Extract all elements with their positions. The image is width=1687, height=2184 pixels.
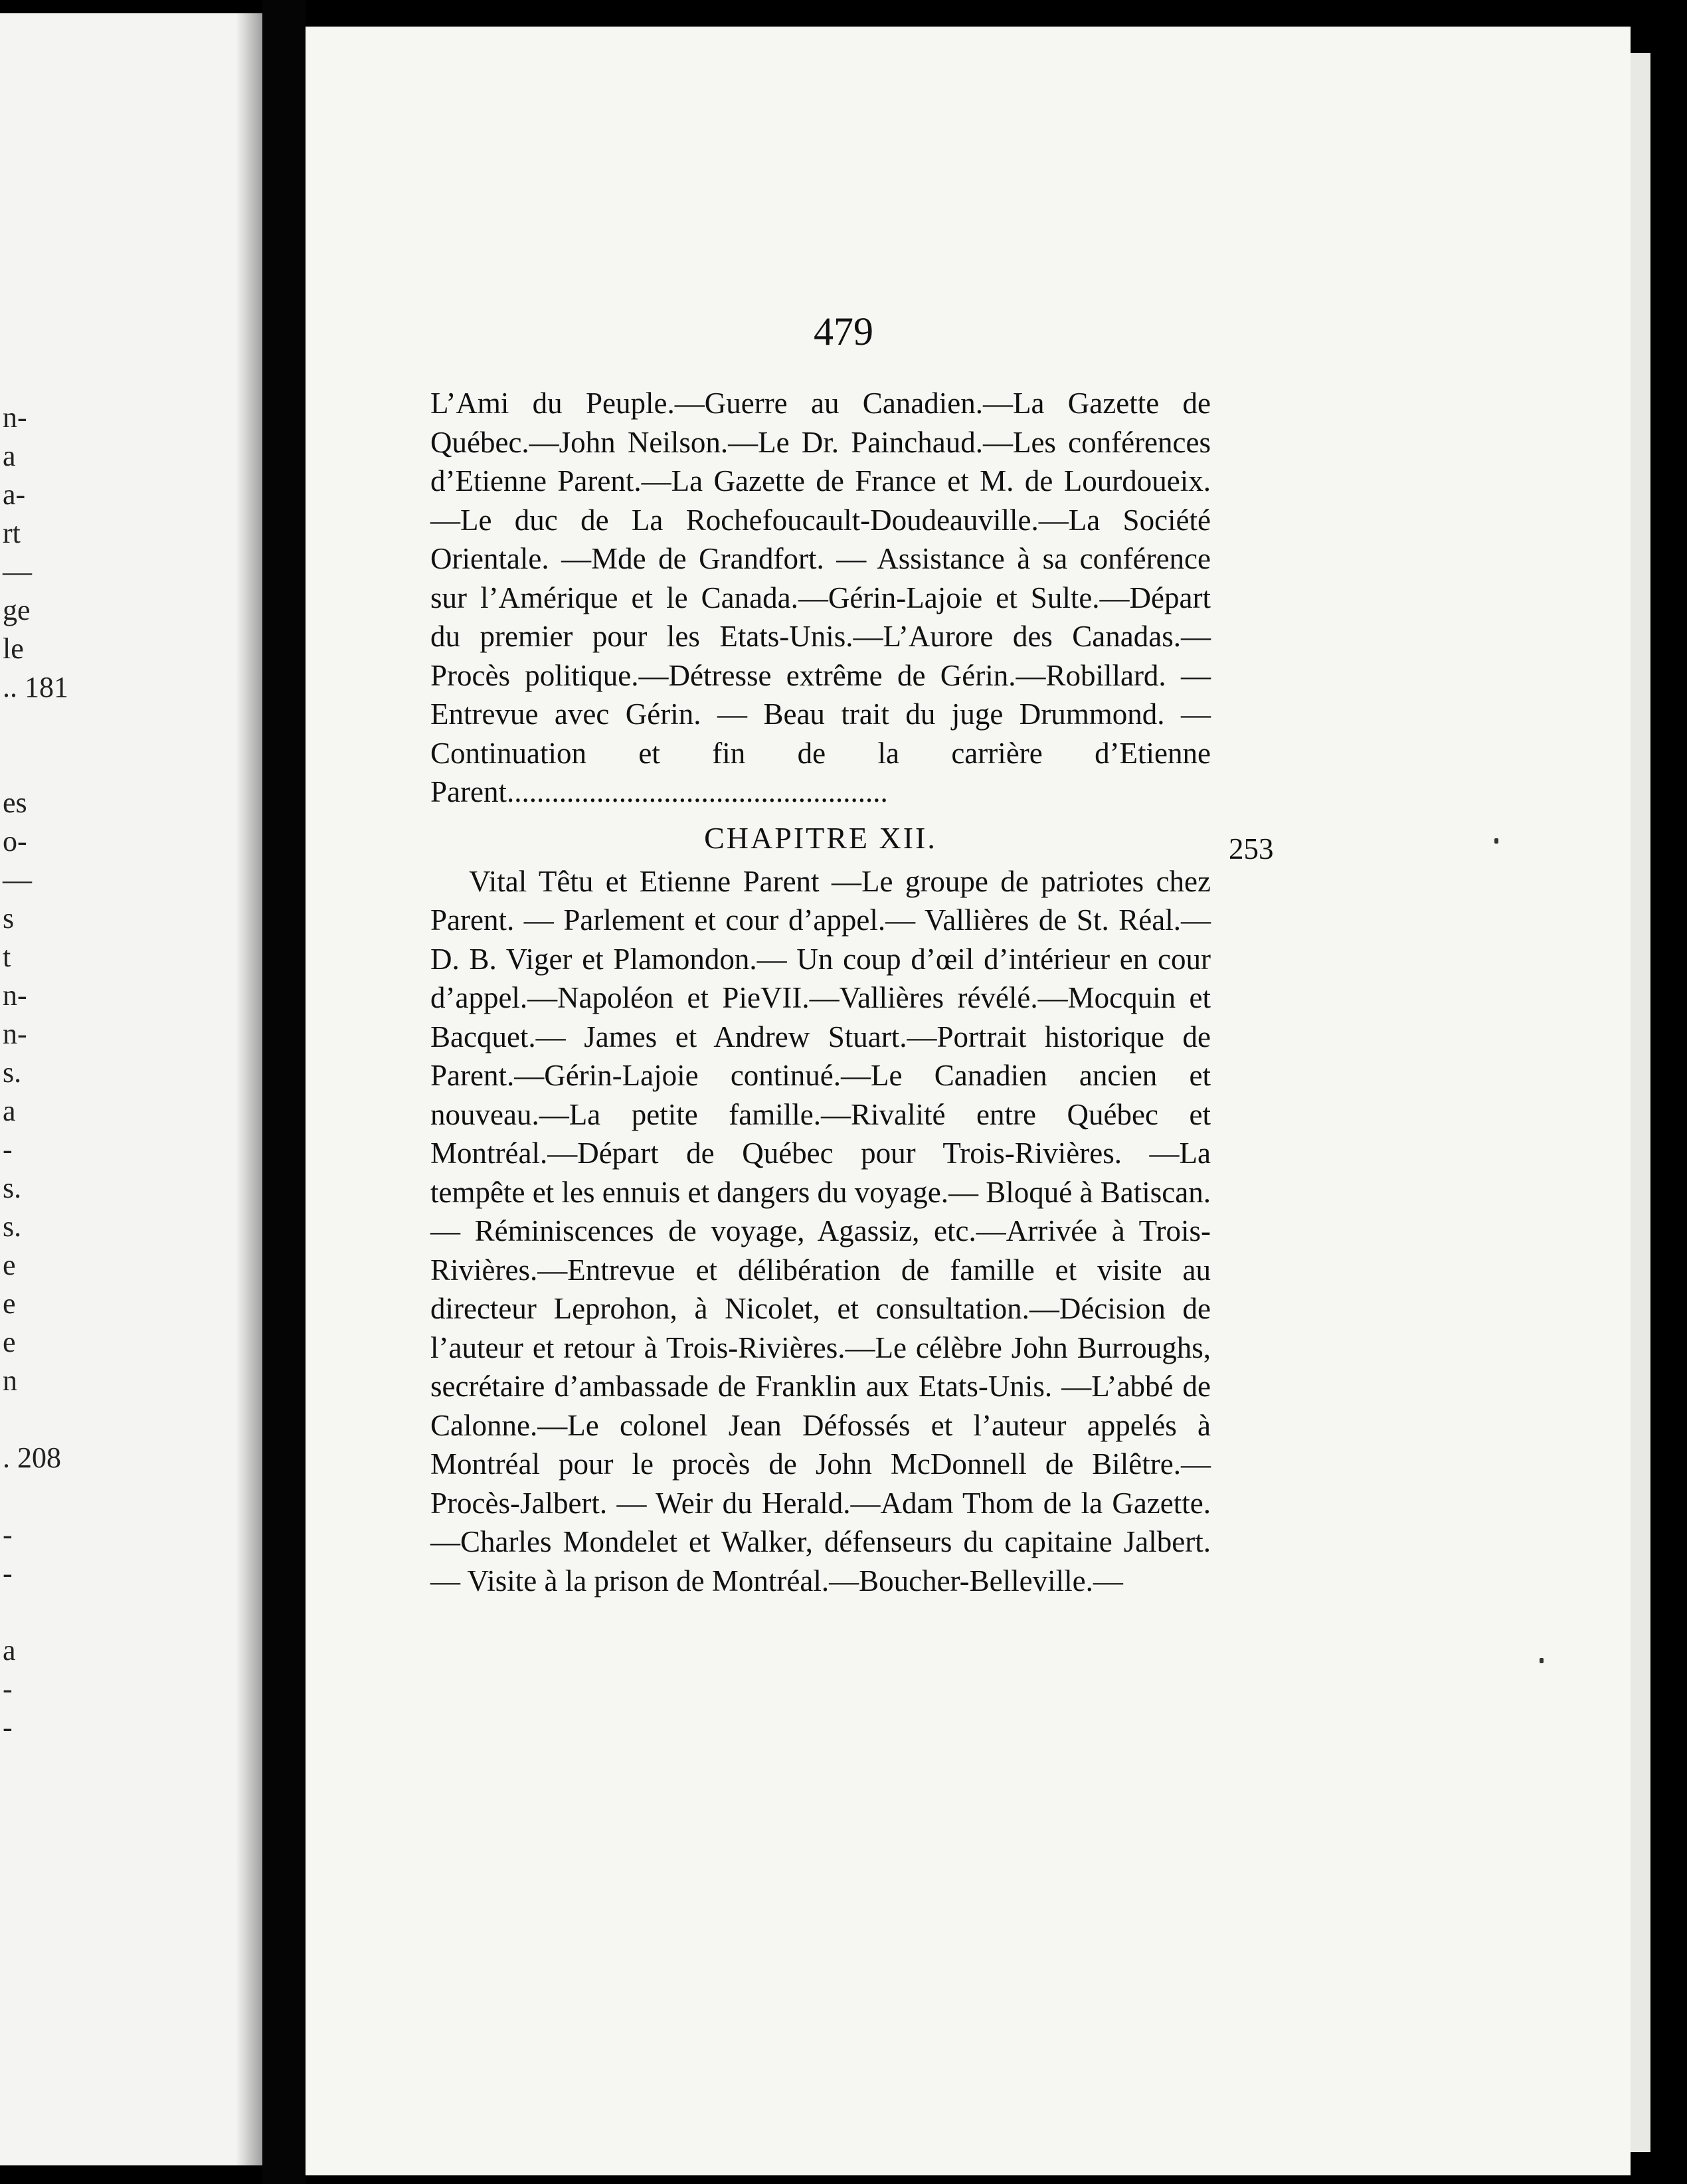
left-page-fragment: - — [3, 1673, 13, 1705]
toc-entry-chapter-xi: L’Ami du Peuple.—Guerre au Canadien.—La Gazette de Québec.—John Neilson.—Le Dr. Painchaud.—Les conférences d’Etienne Parent.—La Gazette de France et M. de Lourdoueix.—Le duc de La Rochefoucault-Doudeauville.—La Société Orientale. —Mde de Grandfort. — Assistance à sa conférence sur l’Amérique et le Canada.—Gérin-Lajoie et Sulte.—Départ du premier pour les Etats-Unis.—L’Aurore des Canadas.—Procès politique.—Détresse extrême de Gérin.—Robillard. — Entrevue avec Gérin. — Beau trait du juge Drummond. — Continuation et fin de la carrière d’Etienne Parent................................................... — [430, 387, 1211, 808]
left-page-fragment: — — [3, 864, 32, 896]
left-page-fragment: s. — [3, 1056, 22, 1089]
left-page-fragment: a- — [3, 478, 26, 511]
left-page-fragment: — — [3, 555, 32, 588]
page-curl-shadow — [236, 13, 262, 2165]
scan-speck — [1540, 1658, 1544, 1663]
left-page-fragment: s. — [3, 1172, 22, 1204]
left-page-fragment: s — [3, 902, 15, 935]
left-page-fragment: - — [3, 1711, 13, 1744]
left-page-fragment: e — [3, 1249, 16, 1281]
left-page-fragment: es — [3, 786, 27, 819]
left-page-fragment: - — [3, 1518, 13, 1551]
left-page-fragment: o- — [3, 825, 27, 858]
left-page-fragment: le — [3, 632, 24, 665]
table-of-contents — [430, 384, 1211, 1600]
chapter-heading: CHAPITRE XII. — [704, 820, 937, 855]
left-page-fragment: - — [3, 1557, 13, 1590]
left-page-fragment: e — [3, 1287, 16, 1320]
scan-speck — [1494, 838, 1498, 844]
left-page-fragment: n — [3, 1364, 17, 1397]
left-page — [0, 13, 262, 2165]
toc-entry-chapter-xii: Vital Têtu et Etienne Parent —Le groupe de patriotes chez Parent. — Parlement et cour d’appel.— Vallières de St. Réal.—D. B. Viger et Plamondon.— Un coup d’œil d’intérieur en cour d’appel.—Napoléon et PieVII.—Vallières révélé.—Mocquin et Bacquet.— James et Andrew Stuart.—Portrait historique de Parent.—Gérin-Lajoie continué.—Le Canadien ancien et nouveau.—La petite famille.—Rivalité entre Québec et Montréal.—Départ de Québec pour Trois-Rivières. —La tempête et les ennuis et dangers du voyage.— Bloqué à Batiscan. — Réminiscences de voyage, Agassiz, etc.—Arrivée à Trois-Rivières.—Entrevue et délibération de famille et visite au directeur Leprohon, à Nicolet, et consultation.—Décision de l’auteur et retour à Trois-Rivières.—Le célèbre John Burroughs, secrétaire d’ambassade de Franklin aux Etats-Unis. —L’abbé de Calonne.—Le colonel Jean Défossés et l’auteur appelés à Montréal pour le procès de John McDonnell de Bilêtre.— Procès-Jalbert. — Weir du Herald.—Adam Thom de la Gazette.—Charles Mondelet et Walker, défenseurs du capitaine Jalbert.— Visite à la prison de Montréal.—Boucher-Belleville.— — [430, 864, 1211, 1597]
left-page-fragment: ge — [3, 594, 31, 626]
left-page-fragment: t — [3, 941, 11, 973]
book-spine-gutter — [262, 0, 306, 2184]
left-page-fragment: a — [3, 440, 16, 472]
left-page-fragment: s. — [3, 1210, 22, 1243]
left-page-fragment: - — [3, 1133, 13, 1166]
left-page-fragment: a — [3, 1095, 16, 1127]
left-page-fragment: .. 181 — [3, 671, 68, 703]
left-page-fragment: . 208 — [3, 1441, 61, 1474]
left-page-fragment: n- — [3, 979, 27, 1012]
left-page-fragment: e — [3, 1326, 16, 1358]
left-page-fragment: n- — [3, 401, 27, 434]
left-page-fragment: rt — [3, 517, 21, 549]
page-reference: 253 — [1229, 832, 1274, 865]
left-page-fragment: n- — [3, 1018, 27, 1050]
page-edge — [1631, 53, 1650, 2152]
page-number: 479 — [814, 310, 873, 353]
left-page-fragment: a — [3, 1634, 16, 1667]
